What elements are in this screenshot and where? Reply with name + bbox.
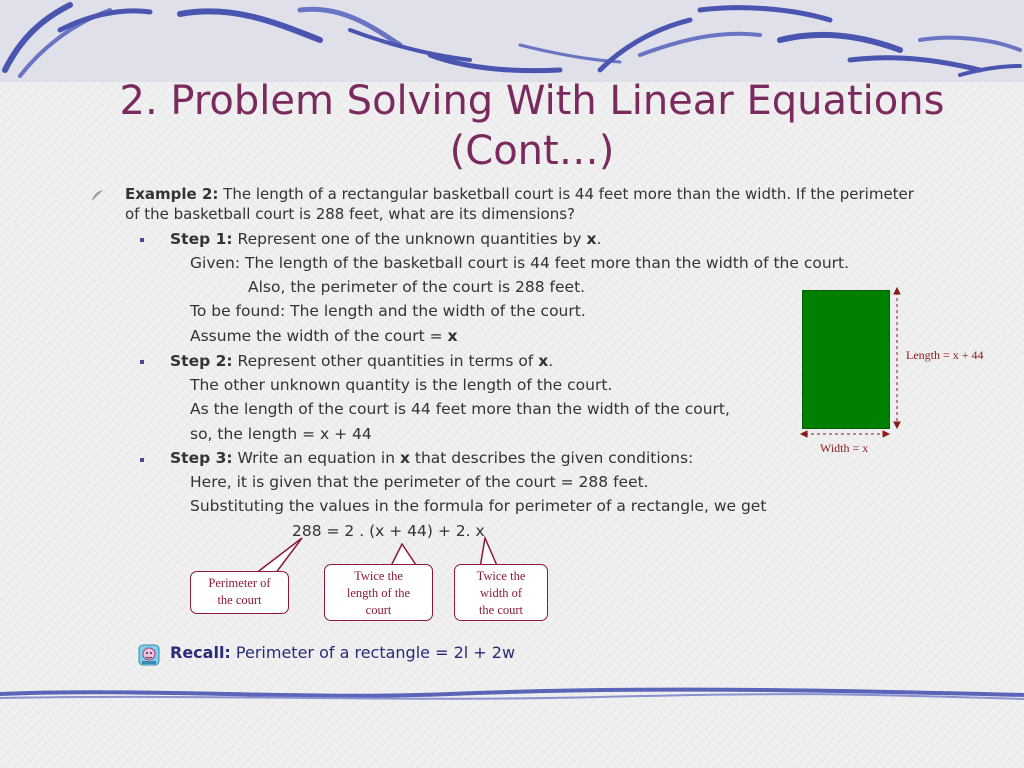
feather-bullet-icon xyxy=(90,188,104,202)
callout-text: Twice the xyxy=(476,569,526,583)
callout-text: length of the xyxy=(346,586,411,600)
callout-text: width of xyxy=(479,586,522,600)
square-bullet-icon xyxy=(140,458,144,462)
callout-text: the court xyxy=(217,593,262,607)
title-line-1: 2. Problem Solving With Linear Equations xyxy=(119,78,945,124)
slide-title xyxy=(60,76,1004,176)
swirl-decoration xyxy=(0,0,1024,82)
equation: 288 = 2 . (x + 44) + 2. x xyxy=(292,522,485,540)
callout-text: court xyxy=(365,603,392,617)
step2-line: As the length of the court is 44 feet more than the width of the court, xyxy=(190,400,730,418)
step3-label: Step 3: xyxy=(170,449,233,467)
twice-length-callout xyxy=(324,564,433,621)
footer-band xyxy=(0,686,1024,706)
step1-line: To be found: The length and the width of the court. xyxy=(190,302,586,320)
width-label: Width = x xyxy=(820,441,869,455)
title-line-2: (Cont…) xyxy=(449,128,615,174)
perimeter-callout xyxy=(190,571,289,614)
step1-heading xyxy=(170,228,601,250)
example-text: The length of a rectangular basketball court is 44 feet more than the width. If the perimeter of the basketball court is 288 feet, what are its dimensions? xyxy=(125,185,914,223)
step1-line-assume xyxy=(190,325,458,347)
header-band xyxy=(0,0,1024,82)
step1-line: Given: The length of the basketball court is 44 feet more than the width of the court. xyxy=(190,254,850,272)
callout-text: Twice the xyxy=(354,569,403,583)
recall-icon xyxy=(137,643,161,667)
assume-var: x xyxy=(447,327,458,345)
step1-label: Step 1: xyxy=(170,230,233,248)
assume-text: Assume the width of the court = xyxy=(190,327,448,345)
callout-text: the court xyxy=(478,603,524,617)
step2-text: Represent other quantities in terms of xyxy=(232,352,539,370)
recall-note xyxy=(170,642,515,664)
square-bullet-icon xyxy=(140,238,144,242)
example-paragraph xyxy=(125,184,915,224)
recall-label: Recall: xyxy=(170,643,231,662)
step3-heading xyxy=(170,447,693,469)
step1-text: Represent one of the unknown quantities by xyxy=(232,230,587,248)
step2-heading xyxy=(170,350,553,372)
twice-width-callout xyxy=(454,564,548,621)
step3-var: x xyxy=(399,449,410,467)
step3-end: that describes the given conditions: xyxy=(409,449,694,467)
step3-text: Write an equation in xyxy=(232,449,400,467)
length-label: Length = x + 44 xyxy=(906,348,984,362)
wave-decoration xyxy=(0,686,1024,706)
callout-text: Perimeter of xyxy=(208,576,271,590)
recall-text: Perimeter of a rectangle = 2l + 2w xyxy=(230,643,516,662)
step1-line: Also, the perimeter of the court is 288 feet. xyxy=(248,278,586,296)
step1-end: . xyxy=(596,230,602,248)
example-label: Example 2: xyxy=(125,185,219,203)
square-bullet-icon xyxy=(140,360,144,364)
step2-line: The other unknown quantity is the length of the court. xyxy=(190,376,613,394)
step2-var: x xyxy=(538,352,549,370)
step3-line: Substituting the values in the formula for perimeter of a rectangle, we get xyxy=(190,497,767,515)
step2-line: so, the length = x + 44 xyxy=(190,425,372,443)
step2-end: . xyxy=(548,352,554,370)
dimension-arrows xyxy=(795,284,915,444)
step1-var: x xyxy=(586,230,597,248)
step2-label: Step 2: xyxy=(170,352,233,370)
step3-line: Here, it is given that the perimeter of the court = 288 feet. xyxy=(190,473,649,491)
